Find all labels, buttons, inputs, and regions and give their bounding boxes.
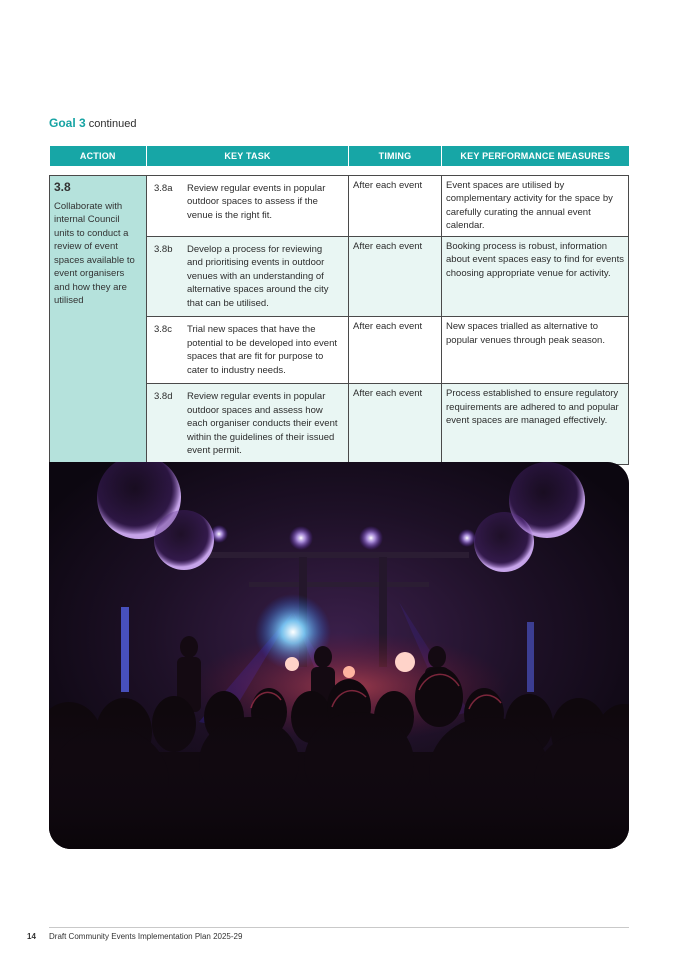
timing-cell: After each event bbox=[349, 384, 442, 465]
action-description: Collaborate with internal Council units to conduct a review of event spaces available to event organisers and how they are utilised bbox=[54, 200, 135, 306]
task-cell bbox=[147, 317, 349, 384]
kpm-cell: Process established to ensure regulatory requirements are adhered to and popular event spaces are managed effectively. bbox=[442, 384, 629, 465]
table-header-row bbox=[50, 146, 629, 166]
header-timing: TIMING bbox=[349, 146, 442, 166]
action-number: 3.8 bbox=[54, 179, 71, 194]
goal-name: Goal 3 bbox=[49, 116, 86, 130]
task-cell bbox=[147, 384, 349, 465]
concert-illustration bbox=[49, 462, 629, 849]
concert-photo bbox=[49, 462, 629, 849]
header-action: ACTION bbox=[50, 146, 147, 166]
task-id: 3.8c bbox=[154, 324, 172, 335]
goal-heading bbox=[49, 115, 136, 132]
kpm-cell: Booking process is robust, information about event spaces easy to find for events choosing appropriate venue for activity. bbox=[442, 236, 629, 317]
task-text: Review regular events in popular outdoor spaces to assess if the venue is the right fit. bbox=[187, 182, 326, 221]
goal-continued-label: continued bbox=[88, 118, 137, 130]
task-text: Trial new spaces that have the potential to be developed into event spaces that are fit for purpose to cater to industry needs. bbox=[187, 324, 338, 376]
timing-cell: After each event bbox=[349, 236, 442, 317]
timing-cell: After each event bbox=[349, 175, 442, 236]
action-cell bbox=[50, 175, 147, 464]
table-row bbox=[50, 175, 629, 236]
page-footer bbox=[27, 931, 242, 943]
page-number: 14 bbox=[27, 932, 36, 941]
footer-divider bbox=[49, 927, 629, 928]
task-id: 3.8a bbox=[154, 182, 173, 194]
task-id: 3.8b bbox=[154, 243, 173, 255]
action-plan-table bbox=[49, 146, 629, 465]
task-cell bbox=[147, 175, 349, 236]
kpm-cell: Event spaces are utilised by complementary activity for the space by carefully curating the annual event calendar. bbox=[442, 175, 629, 236]
table-spacer bbox=[50, 166, 629, 175]
timing-cell: After each event bbox=[349, 317, 442, 384]
task-id: 3.8d bbox=[154, 391, 173, 402]
task-text: Develop a process for reviewing and prioritising events in outdoor venues with an understanding of alternative spaces around the city that can be utilised. bbox=[187, 243, 329, 309]
header-key-task: KEY TASK bbox=[147, 146, 349, 166]
document-title: Draft Community Events Implementation Plan 2025-29 bbox=[49, 932, 243, 941]
task-cell bbox=[147, 236, 349, 317]
kpm-cell: New spaces trialled as alternative to popular venues through peak season. bbox=[442, 317, 629, 384]
task-text: Review regular events in popular outdoor spaces and assess how each organiser conducts their event within the guidelines of their issued event permit. bbox=[187, 391, 338, 456]
header-kpm: KEY PERFORMANCE MEASURES bbox=[442, 146, 629, 166]
